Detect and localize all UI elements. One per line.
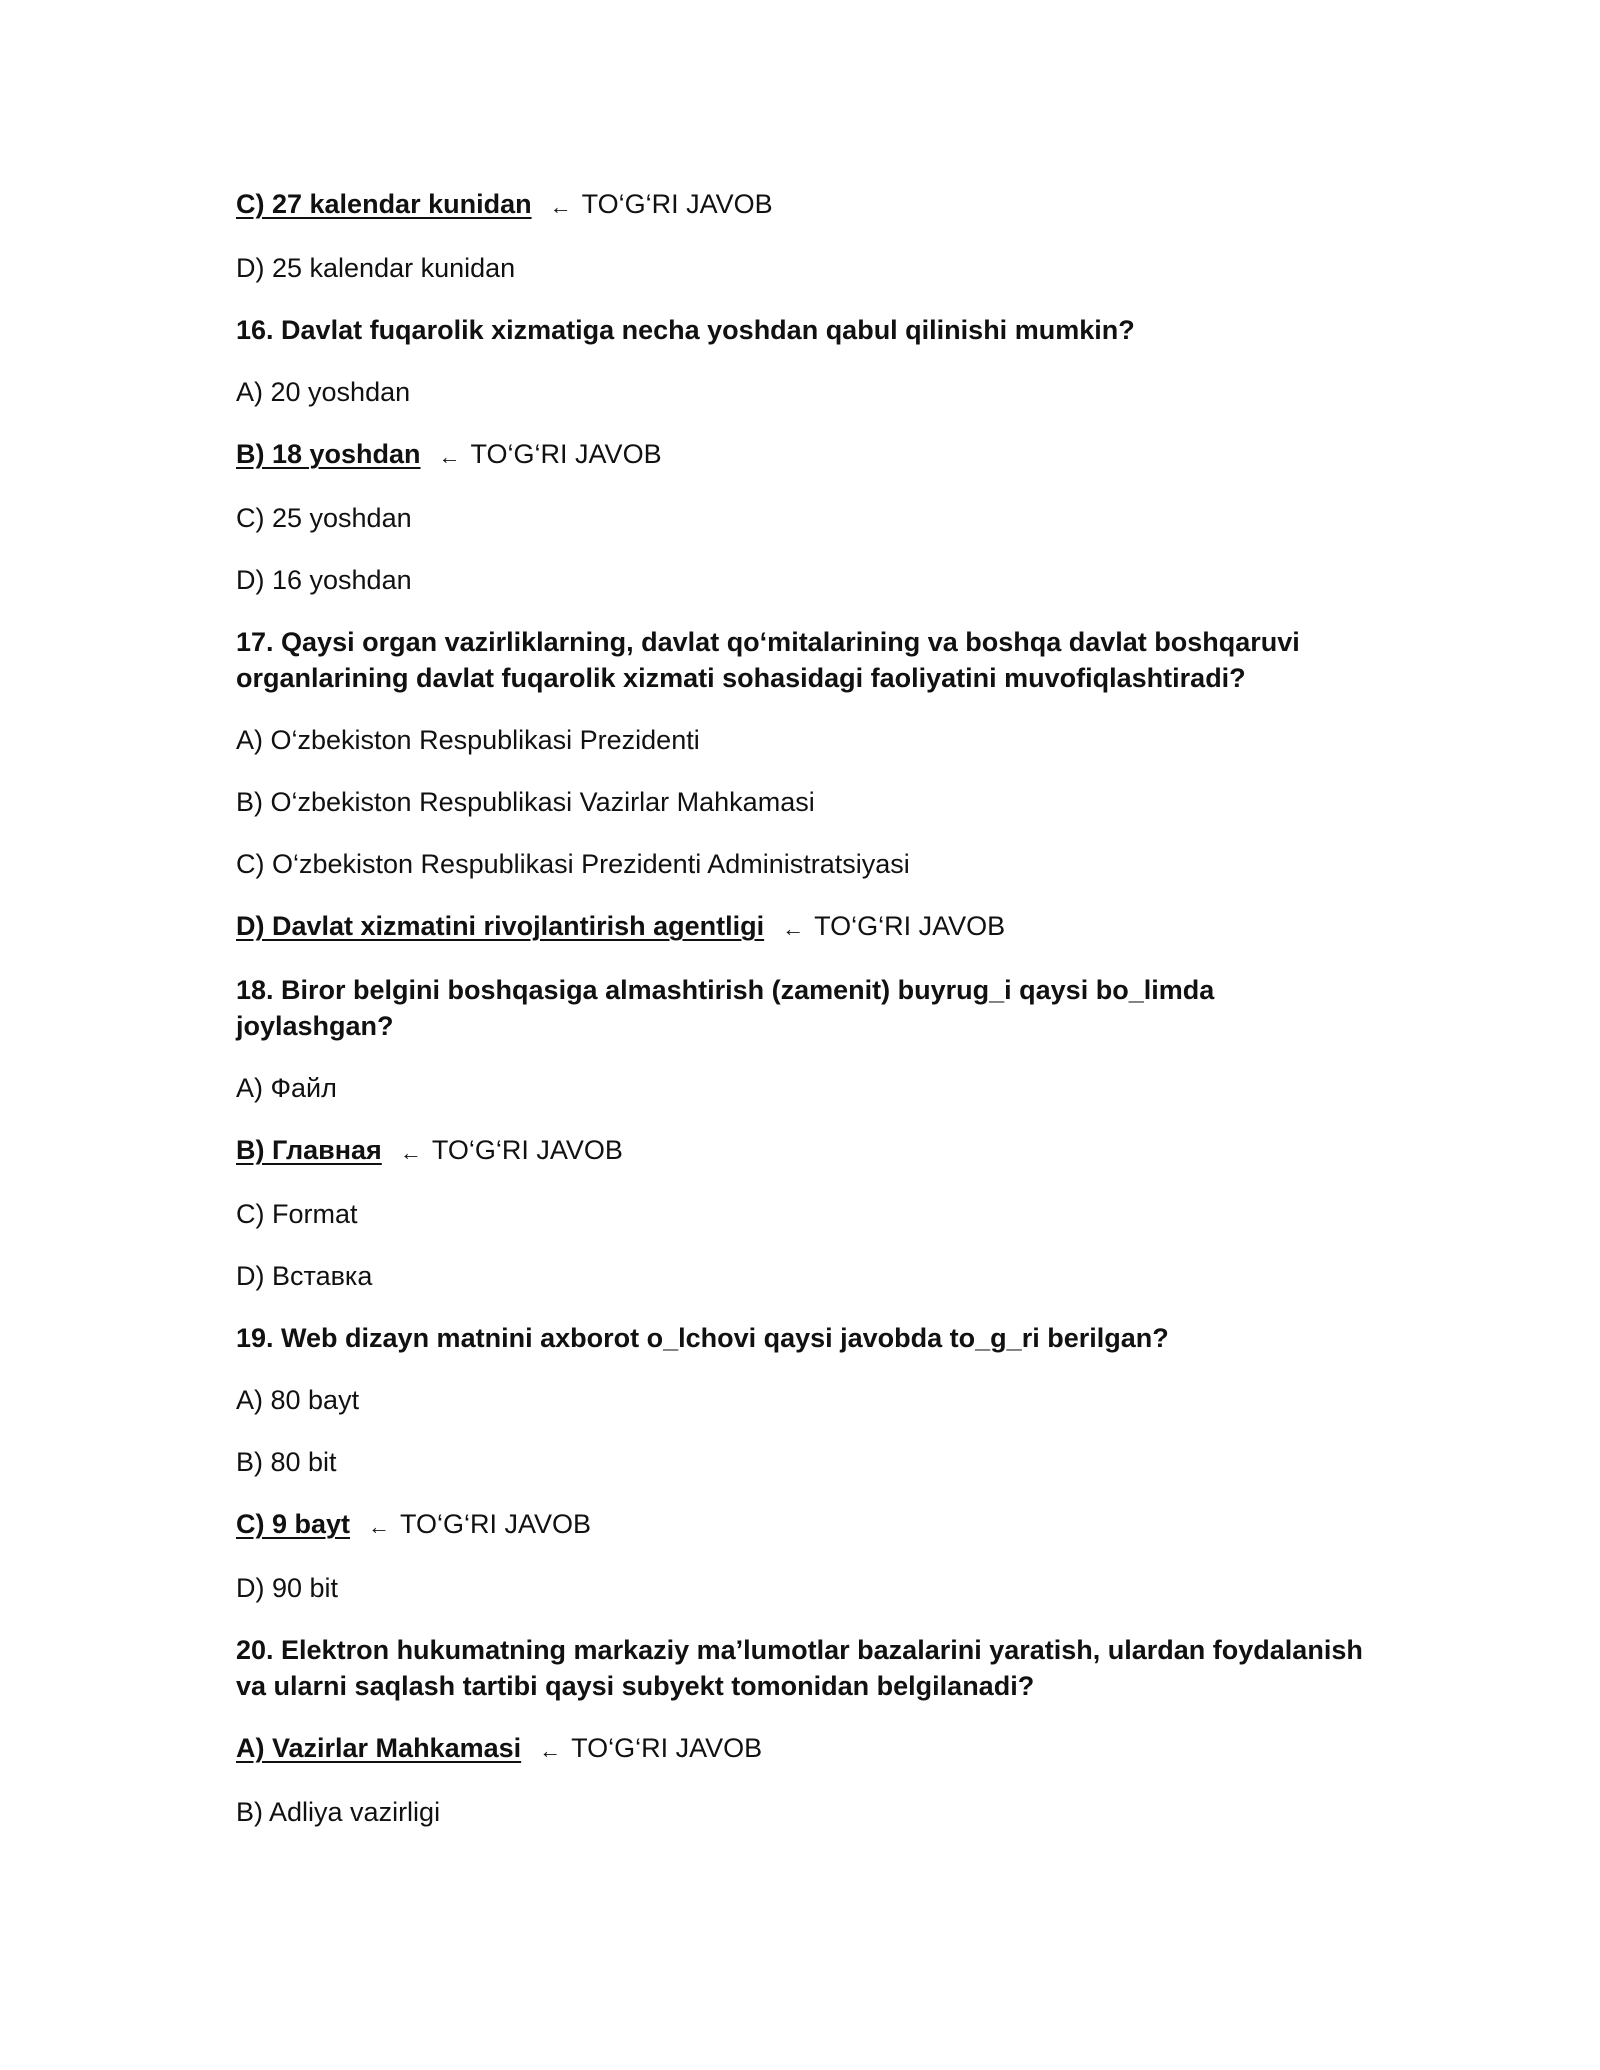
q17-option-c: C) O‘zbekiston Respublikasi Prezidenti Administratsiyasi (236, 849, 910, 879)
correct-answer-label: TO‘G‘RI JAVOB (400, 1509, 592, 1539)
q17-option-b: B) O‘zbekiston Respublikasi Vazirlar Mahkamasi (236, 787, 815, 817)
q15-option-c (236, 186, 1366, 224)
correct-answer-label: TO‘G‘RI JAVOB (431, 1135, 623, 1165)
question-16: 16. Davlat fuqarolik xizmatiga necha yoshdan qabul qilinishi mumkin? (236, 315, 1135, 345)
correct-answer-label: TO‘G‘RI JAVOB (581, 189, 773, 219)
question-20: 20. Elektron hukumatning markaziy ma’lumotlar bazalarini yaratish, ulardan foydalanish va ularni saqlash tartibi qaysi subyekt tomonidan belgilanadi? (236, 1635, 1363, 1701)
q16-option-c: C) 25 yoshdan (236, 503, 412, 533)
q17-option-a: A) O‘zbekiston Respublikasi Prezidenti (236, 725, 700, 755)
q19-option-b: B) 80 bit (236, 1447, 337, 1477)
q18-option-d: D) Вставка (236, 1261, 373, 1291)
question-19: 19. Web dizayn matnini axborot o_lchovi qaysi javobda to_g_ri berilgan? (236, 1323, 1169, 1353)
left-arrow-icon: ← (438, 444, 461, 469)
q16-option-b-text: B) 18 yoshdan (236, 439, 421, 469)
left-arrow-icon: ← (782, 916, 805, 941)
q18-option-a: A) Файл (236, 1073, 337, 1103)
correct-answer-marker (439, 439, 662, 469)
correct-answer-label: TO‘G‘RI JAVOB (470, 439, 662, 469)
q16-option-a: A) 20 yoshdan (236, 377, 411, 407)
q16-option-d: D) 16 yoshdan (236, 565, 412, 595)
q19-option-c-text: C) 9 bayt (236, 1509, 351, 1539)
correct-answer-marker (550, 189, 773, 219)
q15-option-d: D) 25 kalendar kunidan (236, 253, 516, 283)
q18-option-b (236, 1132, 1366, 1170)
document-content (236, 186, 1366, 1856)
correct-answer-label: TO‘G‘RI JAVOB (571, 1733, 763, 1763)
q15-option-c-text: C) 27 kalendar kunidan (236, 189, 532, 219)
q20-option-b: B) Adliya vazirligi (236, 1797, 441, 1827)
q17-option-d (236, 908, 1366, 946)
correct-answer-marker (400, 1135, 623, 1165)
correct-answer-marker (539, 1733, 762, 1763)
question-17: 17. Qaysi organ vazirliklarning, davlat qo‘mitalarining va boshqa davlat boshqaruvi organlarining davlat fuqarolik xizmati sohasidagi faoliyatini muvofiqlashtiradi? (236, 627, 1300, 693)
correct-answer-label: TO‘G‘RI JAVOB (814, 911, 1006, 941)
q18-option-b-text: B) Главная (236, 1135, 382, 1165)
correct-answer-marker (368, 1509, 591, 1539)
q19-option-d: D) 90 bit (236, 1573, 339, 1603)
q18-option-c: C) Format (236, 1199, 358, 1229)
left-arrow-icon: ← (399, 1140, 422, 1165)
correct-answer-marker (782, 911, 1005, 941)
left-arrow-icon: ← (539, 1738, 562, 1763)
question-18: 18. Biror belgini boshqasiga almashtirish (zamenit) buyrug_i qaysi bo_limda joylashgan? (236, 975, 1215, 1041)
q17-option-d-text: D) Davlat xizmatini rivojlantirish agentligi (236, 911, 765, 941)
left-arrow-icon: ← (368, 1514, 391, 1539)
q20-option-a-text: A) Vazirlar Mahkamasi (236, 1733, 522, 1763)
q19-option-c (236, 1506, 1366, 1544)
q19-option-a: A) 80 bayt (236, 1385, 360, 1415)
q20-option-a (236, 1730, 1366, 1768)
q16-option-b (236, 436, 1366, 474)
left-arrow-icon: ← (549, 194, 572, 219)
